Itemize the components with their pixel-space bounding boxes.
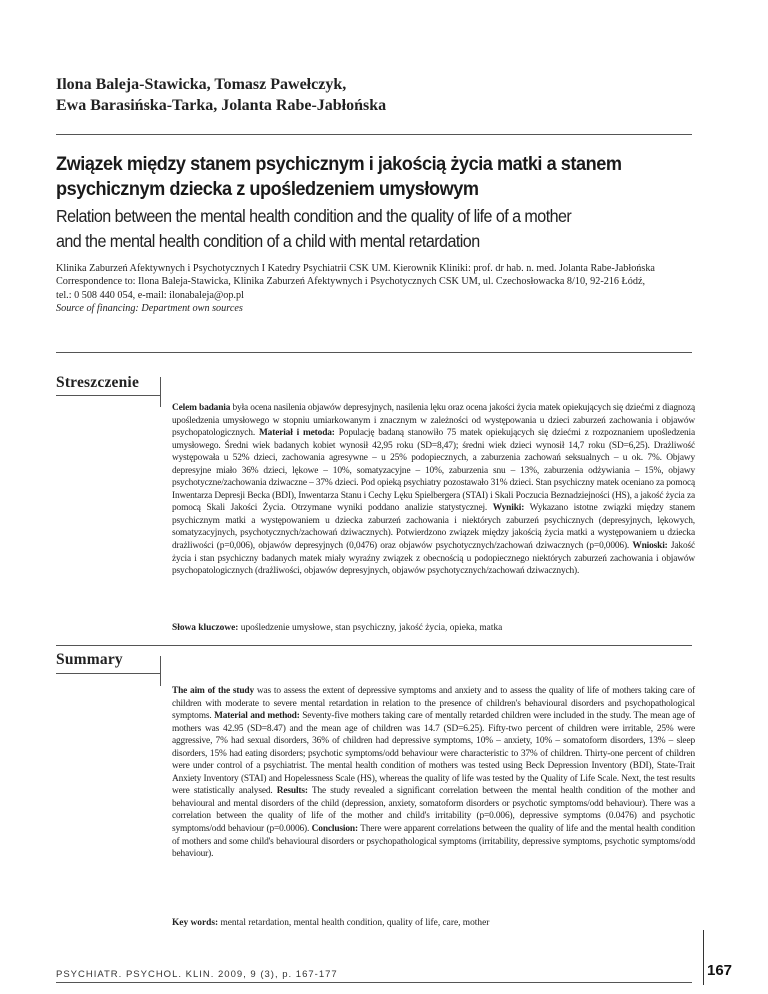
summary-side-bar xyxy=(160,656,161,686)
authors xyxy=(56,74,696,116)
summary-paragraph: The study revealed a significant correlation between the mental health condition of the mother and behavioural and mental disorders of the child (depression, anxiety, somatoform disorders or psychotic symptoms/odd behaviour). There was a correlation between the quality of life of the mother and child's irritability (p=0.006), depressive symptoms (0.0476) and psychotic symptoms/odd behaviour (p=0.0006). xyxy=(172,786,696,835)
author-line: Ewa Barasińska-Tarka, Jolanta Rabe-Jabłońska xyxy=(56,97,387,114)
summary-text xyxy=(172,685,695,861)
funding-line: Source of financing: Department own sources xyxy=(56,303,243,315)
keywords-value: mental retardation, mental health condition, quality of life, care, mother xyxy=(218,918,490,928)
summary-subheading: Conclusion: xyxy=(311,824,358,835)
streszczenie-paragraph: Populację badaną stanowiło 75 matek opiekujących się dziećmi z rozpoznaniem upośledzenia umysłowego. Średni wiek badanych kobiet wynosił 42,95 roku (SD=8,47); średni wiek dzieci wynosił 14,7 roku (SD=6,25). Drażliwość występowała u 52% dzieci, zachowania agresywne – u 25% podopiecznych, a zaburzenia zachowań seksualnych – u ok. 7%. Objawy depresyjne miało 36% dzieci, lękowe – 10%, somatyzacyjne – 10%, zaburzenia snu – 13%, zaburzenia odżywiania – 15%, objawy psychotyczne/zachowania dziwaczne – 37% dzieci. Pod opieką psychiatry pozostawało 31% dzieci. Stan psychiczny matek oceniano za pomocą Inwentarza Depresji Becka (BDI), Inwentarza Stanu i Cechy Lęku Spielbergera (STAI) i Skali Poczucia Beznadziejności (HS), a jakość życia za pomocą Skali Jakości Życia. Otrzymane wyniki poddano analizie statystycznej. xyxy=(172,428,696,514)
summary-heading: Summary xyxy=(56,651,123,668)
keywords-label: Key words: xyxy=(172,918,219,928)
keywords-label: Słowa kluczowe: xyxy=(172,623,239,633)
page-number: 167 xyxy=(707,962,733,979)
section-rule xyxy=(56,645,692,646)
streszczenie-subheading: Wnioski: xyxy=(632,541,668,552)
contact-line: tel.: 0 508 440 054, e-mail: ilonabaleja@op.pl xyxy=(56,289,244,301)
streszczenie-heading-rule xyxy=(56,395,160,396)
summary-heading-rule xyxy=(56,673,160,674)
summary-subheading: Material and method: xyxy=(214,711,300,722)
summary-keywords xyxy=(172,918,695,928)
streszczenie-keywords xyxy=(172,623,695,633)
streszczenie-paragraph: Jakość życia i stan psychiczny badanych matek miały wyraźny związek z obecnością u podopiecznego niektórych zaburzeń zachowania i objawów psychopatologicznych (drażliwości, objawów depresyjnych, objawów psychotycznych/zachowań dziwacznych). xyxy=(172,541,695,577)
title-english xyxy=(56,204,663,254)
streszczenie-paragraph: Wykazano istotne związki między stanem psychicznym matki a występowaniem u dziecka zaburzeń zachowania i niektórych zaburzeń psychicznych (depresyjnych, lękowych, somatyzacyjnych, psychotycznych/zachowań dziwacznych). Potwierdzono związek między jakością życia matki a występowaniem u dziecka drażliwości (p=0,006), objawów depresyjnych (0,0476) oraz objawów psychotycznych/zachowań dziwacznych (p=0,0006). xyxy=(172,503,695,552)
footer-rule xyxy=(56,982,692,983)
title-english-line: Relation between the mental health condition and the quality of life of a mother xyxy=(56,206,572,226)
streszczenie-subheading: Materiał i metoda: xyxy=(258,428,335,439)
affiliation-line: Klinika Zaburzeń Afektywnych i Psychotycznych I Katedry Psychiatrii CSK UM. Kierownik Kliniki: prof. dr hab. n. med. Jolanta Rabe-Jabłońska xyxy=(56,263,655,274)
streszczenie-subheading: Wyniki: xyxy=(492,503,525,514)
streszczenie-subheading: Celem badania xyxy=(172,403,231,413)
affiliation-block xyxy=(56,262,696,316)
author-line: Ilona Baleja-Stawicka, Tomasz Pawełczyk, xyxy=(56,76,347,93)
title-polish-line: Związek między stanem psychicznym i jakością życia matki a stanem xyxy=(56,153,622,175)
journal-footer: PSYCHIATR. PSYCHOL. KLIN. 2009, 9 (3), p. 167-177 xyxy=(56,969,338,980)
top-rule xyxy=(56,134,692,135)
page-number-bar xyxy=(703,930,704,985)
streszczenie-text xyxy=(172,402,695,578)
streszczenie-side-bar xyxy=(160,377,161,407)
title-polish xyxy=(56,152,651,202)
streszczenie-paragraph: była ocena nasilenia objawów depresyjnych, nasilenia lęku oraz ocena jakości życia matek opiekujących się dziećmi z diagnozą upośledzenia umysłowego w stopniu umiarkowanym i znacznym w zależności od występowania u dzieci zaburzeń zachowania i objawów psychopatologicznych. xyxy=(172,403,695,439)
summary-subheading: The aim of the study xyxy=(172,686,254,696)
streszczenie-heading: Streszczenie xyxy=(56,374,140,391)
summary-paragraph: Seventy-five mothers taking care of mentally retarded children were included in the study. The mean age of mothers was 42.95 (SD=8.47) and the mean age of children was 14.7 (SD=6.25). Fifty-two percent of children were irritable, 25% were aggressive, 7% had sexual disorders, 36% of children had depressive symptoms, 10% – anxiety, 10% – somatoform disorders, 13% – sleep disorders, 15% had eating disorders; psychotic symptoms/odd behaviour were characteristic to 37% of children. Thirty-one percent of children were under control of a psychiatrist. The mental health condition of mothers was tested using Beck Depression Inventory (BDI), State-Trait Anxiety Inventory (STAI) and Hopelessness Scale (HS), whereas the quality of life was tested by the Quality of Life Scale. Next, the test results were statistically analysed. xyxy=(172,711,695,797)
summary-paragraph: There were apparent correlations between the quality of life and the mental health condition of mothers and some child's behavioural disorders or psychopathological symptoms (irritability, depressive symptoms, psychotic symptoms/odd behaviour). xyxy=(172,824,696,860)
keywords-value: upośledzenie umysłowe, stan psychiczny, jakość życia, opieka, matka xyxy=(238,623,503,633)
title-polish-line: psychicznym dziecka z upośledzeniem umysłowym xyxy=(56,178,479,200)
summary-paragraph: was to assess the extent of depressive symptoms and anxiety and to assess the quality of life of mothers taking care of children with moderate to severe mental retardation in relation to the presence of children's behavioural disorders and psychopathological symptoms. xyxy=(172,686,695,722)
affiliation-rule xyxy=(56,352,692,353)
title-english-line: and the mental health condition of a child with mental retardation xyxy=(56,231,480,251)
correspondence-line: Correspondence to: Ilona Baleja-Stawicka, Klinika Zaburzeń Afektywnych i Psychotycznych CSK UM, ul. Czechosłowacka 8/10, 92-216 Łódź, xyxy=(56,276,646,288)
summary-subheading: Results: xyxy=(276,786,308,797)
